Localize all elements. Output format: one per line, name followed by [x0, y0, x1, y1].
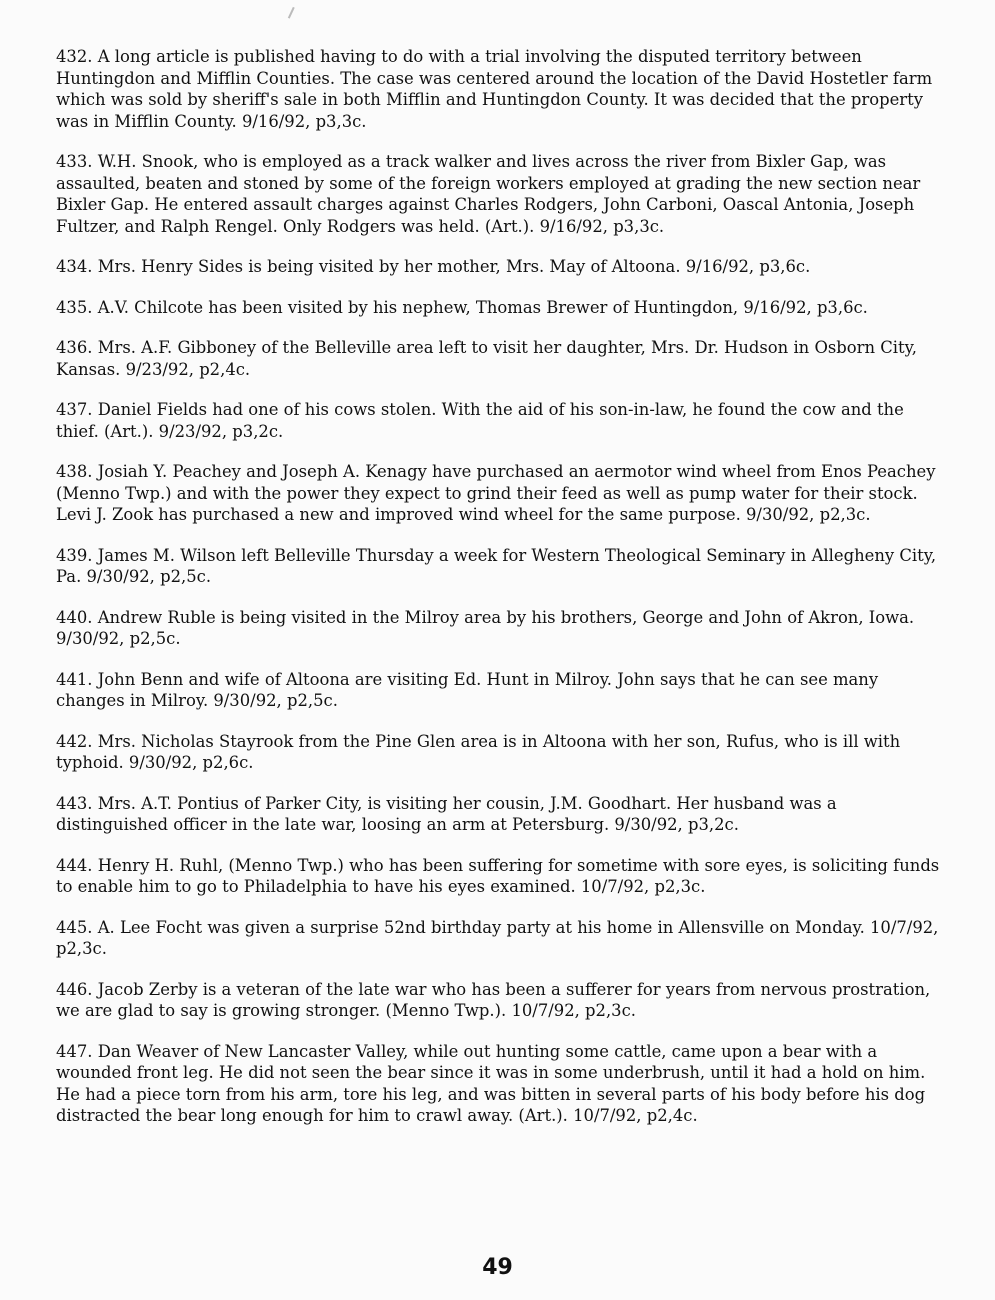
entry-text: Dan Weaver of New Lancaster Valley, while out hunting some cattle, came upon a bear with a wounded front leg. He did not seen the bear since it was in some underbrush, until it had a hold on him. He had a piece torn from his arm, tore his leg, and was bitten in several parts of his body before his dog distracted the bear long enough for him to crawl away. (Art.). 10/7/92, p2,4c. — [56, 1041, 926, 1125]
entry-text: Mrs. Nicholas Stayrook from the Pine Glen area is in Altoona with her son, Rufus, who is ill with typhoid. 9/30/92, p2,6c. — [56, 731, 901, 772]
entry-447 — [56, 1041, 944, 1127]
entry-442 — [56, 731, 944, 774]
entry-441 — [56, 669, 944, 712]
entry-number: 433. — [56, 152, 93, 171]
entry-text: Daniel Fields had one of his cows stolen. With the aid of his son-in-law, he found the cow and the thief. (Art.). 9/23/92, p3,2c. — [56, 400, 904, 441]
entry-text: A. Lee Focht was given a surprise 52nd birthday party at his home in Allensville on Monday. 10/7/92, p2,3c. — [56, 917, 939, 958]
entry-433 — [56, 151, 944, 237]
entry-438 — [56, 461, 944, 526]
entry-number: 436. — [56, 338, 93, 357]
entry-text: A.V. Chilcote has been visited by his nephew, Thomas Brewer of Huntingdon, 9/16/92, p3,6c. — [97, 297, 868, 317]
entry-number: 443. — [56, 793, 93, 813]
entry-text: Jacob Zerby is a veteran of the late war who has been a sufferer for years from nervous prostration, we are glad to say is growing stronger. (Menno Twp.). 10/7/92, p2,3c. — [56, 979, 931, 1020]
entry-446 — [56, 979, 944, 1022]
entry-text: Andrew Ruble is being visited in the Milroy area by his brothers, George and John of Akron, Iowa. 9/30/92, p2,5c. — [56, 607, 915, 648]
entry-number: 445. — [56, 917, 93, 937]
entry-435 — [56, 297, 944, 319]
entry-text: John Benn and wife of Altoona are visiting Ed. Hunt in Milroy. John says that he can see many changes in Milroy. 9/30/92, p2,5c. — [56, 669, 879, 710]
entry-432 — [56, 46, 944, 132]
entry-number: 447. — [56, 1041, 93, 1061]
entry-number: 442. — [56, 731, 93, 751]
entry-text: Mrs. Henry Sides is being visited by her mother, Mrs. May of Altoona. 9/16/92, p3,6c. — [97, 257, 811, 276]
entry-437 — [56, 399, 944, 442]
entry-434 — [56, 256, 944, 278]
entry-number: 437. — [56, 400, 93, 419]
entry-text: Josiah Y. Peachey and Joseph A. Kenagy have purchased an aermotor wind wheel from Enos Peachey (Menno Twp.) and with the power they expect to grind their feed as well as pump water for their stock. Levi J. Zook has purchased a new and improved wind wheel for the same purpose. 9/30/92, p2,3c. — [56, 462, 936, 524]
entry-text: Mrs. A.F. Gibboney of the Belleville area left to visit her daughter, Mrs. Dr. Hudson in Osborn City, Kansas. 9/23/92, p2,4c. — [56, 338, 917, 379]
entry-text: W.H. Snook, who is employed as a track walker and lives across the river from Bixler Gap, was assaulted, beaten and stoned by some of the foreign workers employed at grading the new section near Bixler Gap. He entered assault charges against Charles Rodgers, John Carboni, Oascal Antonia, Joseph Fultzer, and Ralph Rengel. Only Rodgers was held. (Art.). 9/16/92, p3,3c. — [56, 152, 921, 236]
page-number: 49 — [482, 1255, 513, 1280]
scan-mark — [288, 7, 300, 21]
entry-number: 440. — [56, 607, 93, 627]
entry-text: James M. Wilson left Belleville Thursday a week for Western Theological Seminary in Allegheny City, Pa. 9/30/92, p2,5c. — [56, 545, 937, 586]
entry-text: Mrs. A.T. Pontius of Parker City, is visiting her cousin, J.M. Goodhart. Her husband was a distinguished officer in the late war, loosing an arm at Petersburg. 9/30/92, p3,2c. — [56, 793, 837, 834]
entries-list — [56, 46, 944, 1146]
entry-445 — [56, 917, 944, 960]
entry-number: 435. — [56, 297, 93, 317]
entry-number: 441. — [56, 669, 93, 689]
entry-number: 434. — [56, 257, 93, 276]
entry-number: 444. — [56, 855, 93, 875]
entry-440 — [56, 607, 944, 650]
entry-number: 439. — [56, 545, 93, 565]
entry-number: 438. — [56, 462, 93, 481]
entry-text: A long article is published having to do with a trial involving the disputed territory between Huntingdon and Mifflin Counties. The case was centered around the location of the David Hostetler farm which was sold by sheriff's sale in both Mifflin and Huntingdon County. It was decided that the property was in Mifflin County. 9/16/92, p3,3c. — [56, 47, 933, 131]
entry-number: 446. — [56, 979, 93, 999]
entry-443 — [56, 793, 944, 836]
entry-439 — [56, 545, 944, 588]
entry-number: 432. — [56, 47, 93, 66]
entry-text: Henry H. Ruhl, (Menno Twp.) who has been suffering for sometime with sore eyes, is soliciting funds to enable him to go to Philadelphia to have his eyes examined. 10/7/92, p2,3c. — [56, 855, 940, 896]
entry-436 — [56, 337, 944, 380]
entry-444 — [56, 855, 944, 898]
